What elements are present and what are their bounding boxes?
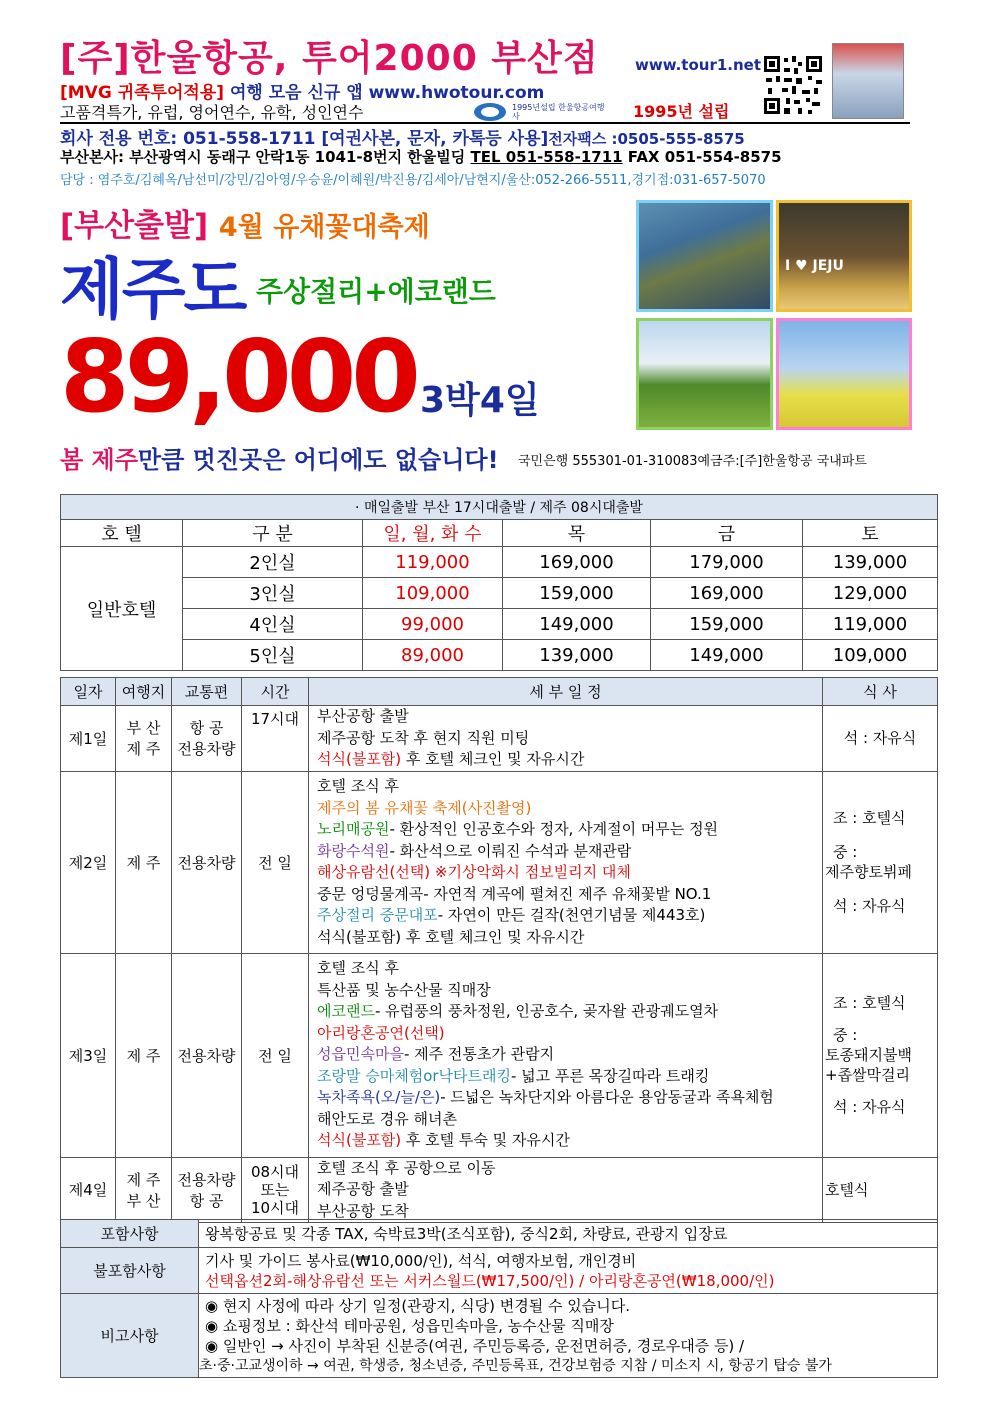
meal-cell (823, 771, 938, 953)
table-row (61, 640, 938, 671)
price-sat: 139,000 (803, 547, 938, 578)
day-label: 제4일 (61, 1157, 116, 1223)
spot-desc: - 드넓은 녹차단지와 아름다운 용암동굴과 족욕체험 (440, 1088, 774, 1107)
dinner-excluded: 석식(불포함) (317, 1131, 402, 1150)
photo-canola-field (776, 318, 912, 430)
detail-line (317, 819, 822, 841)
spot-desc: - 자연이 만든 걸작(천연기념물 제443호) (437, 906, 706, 924)
notes-text (199, 1294, 938, 1378)
detail-line (317, 1044, 822, 1066)
fax-text: FAX 051-554-8575 (622, 148, 782, 166)
hotel-type: 일반호텔 (61, 547, 183, 671)
detail-line: 제주의 봄 유채꽃 축제(사진촬영) (317, 798, 532, 817)
detail-line (317, 1130, 822, 1152)
spot-desc: - 환상적인 인공호수와 정자, 사계절이 머무는 정원 (389, 820, 719, 838)
meal-dinner: 석 : 자유식 (833, 1098, 906, 1116)
spacer (823, 1085, 937, 1097)
note-line: ◉ 일반인 → 사진이 부착된 신분증(여권, 주민등록증, 운전면허증, 경로우대증 등) / (205, 1336, 745, 1355)
transport-cell (172, 706, 242, 772)
detail-line (317, 1066, 822, 1088)
col-time: 시간 (242, 678, 309, 706)
price-fri: 159,000 (651, 609, 803, 640)
table-row (61, 578, 938, 609)
slogan-text: 만큼 멋진곳은 어디에도 없습니다! (137, 446, 499, 474)
spot-name: 조랑말 승마체험or낙타트래킹 (317, 1066, 511, 1085)
website-link[interactable]: www.tour1.net (635, 56, 762, 74)
schedule-row-day4 (61, 1157, 938, 1223)
spot-desc: - 제주 전통초가 관람지 (403, 1045, 555, 1064)
price-sat: 109,000 (803, 640, 938, 671)
building-photo (832, 43, 904, 119)
meal-cell (823, 1157, 938, 1223)
col-fri: 금 (651, 520, 803, 547)
excluded-detail-1: 기사 및 가이드 봉사료(₩10,000/인), 석식, 여행자보험, 개인경비 (205, 1251, 637, 1270)
transport-1: 전용차량 (177, 1170, 236, 1189)
spot-desc: - 화산석으로 이뤄진 수석과 분재관람 (389, 841, 632, 860)
transport-label: 전용차량 (172, 953, 242, 1157)
meal-cell (823, 706, 938, 772)
spot-name: 녹차족욕(오/늘/은) (317, 1088, 441, 1107)
day-label: 제1일 (61, 706, 116, 772)
photo-i-love-jeju (776, 200, 912, 312)
price-label: 89,000 (60, 318, 416, 435)
time-1: 08시대 (250, 1162, 300, 1181)
note-line: 초·중·고교생이하 → 여권, 학생증, 청소년증, 주민등록표, 건강보험증 지참 / 미소지 시, 항공기 탑승 불가 (199, 1357, 832, 1374)
detail-line (317, 841, 822, 863)
destination-title: 제주도 (60, 251, 246, 328)
spot-name: 성읍민속마을 (317, 1045, 404, 1064)
price-thu: 139,000 (503, 640, 651, 671)
time-label: 17시대 (242, 706, 309, 772)
detail-line (317, 1001, 822, 1023)
spacer (823, 882, 937, 896)
meal-cell (823, 953, 938, 1157)
detail-line: 호텔 조식 후 (317, 959, 399, 978)
qr-code-icon (762, 54, 824, 116)
bank-account: 국민은행 555301-01-310083예금주:[주]한울항공 국내파트 (518, 454, 867, 469)
day-label: 제3일 (61, 953, 116, 1157)
note-line: ◉ 쇼핑정보 : 화산석 테마공원, 성읍민속마을, 농수산물 직매장 (205, 1316, 614, 1335)
price-sat: 119,000 (803, 609, 938, 640)
dinner-excluded: 석식(불포함) (317, 750, 402, 768)
included-text (199, 1220, 938, 1248)
detail-line: 부산공항 도착 (317, 1201, 409, 1220)
detail-cell (309, 706, 823, 772)
detail-line: 제주공항 출발 (317, 1180, 409, 1198)
meal-breakfast: 호텔식 (825, 1180, 869, 1199)
detail-cell (309, 1157, 823, 1223)
established-label: 1995년 설립 (633, 102, 730, 121)
excluded-row (61, 1248, 938, 1294)
detail-line: 호텔 조식 후 공항으로 이동 (317, 1158, 496, 1177)
schedule-table (60, 677, 938, 1223)
meal-dinner: 석 : 자유식 (843, 729, 917, 748)
meal-lunch-menu-2: +좁쌀막걸리 (825, 1066, 911, 1084)
time-3: 10시대 (250, 1198, 300, 1217)
place-from: 제 주 (126, 1170, 161, 1189)
meal-lunch: 중 : (833, 843, 858, 861)
time-cell (242, 1157, 309, 1223)
table-row (61, 547, 938, 578)
app-label: 여행 모음 신규 앱 (224, 83, 369, 103)
detail-line: 해안도로 경유 해녀촌 (317, 1109, 457, 1128)
spacer (823, 828, 937, 842)
transport-2: 전용차량 (177, 740, 236, 759)
place-to: 부 산 (126, 1191, 161, 1210)
spot-name: 주상절리 중문대포 (317, 906, 438, 924)
day-label: 제2일 (61, 771, 116, 953)
schedule-row-day1 (61, 706, 938, 772)
excluded-text (199, 1248, 938, 1294)
col-thu: 목 (503, 520, 651, 547)
address-line (60, 146, 782, 167)
company-phone: 회사 전용 번호: 051-558-1711 (60, 129, 316, 149)
col-transport: 교통편 (172, 678, 242, 706)
col-hotel: 호 텔 (61, 520, 183, 547)
price-thu: 159,000 (503, 578, 651, 609)
col-day: 일자 (61, 678, 116, 706)
detail-line: 부산공항 출발 (317, 707, 409, 725)
mvg-label: [MVG 귀족투어적용] (60, 83, 225, 103)
tel-number: TEL 051-558-1711 (470, 148, 623, 166)
transport-1: 항 공 (189, 719, 224, 738)
meal-lunch: 중 : (833, 1026, 858, 1044)
detail-line: 중문 엉덩물계곡- 자연적 계곡에 펼쳐진 제주 유채꽃밭 NO.1 (317, 884, 712, 903)
spot-name: 화랑수석원 (317, 841, 390, 860)
room-type: 5인실 (183, 640, 363, 671)
place-to: 제 주 (126, 740, 161, 759)
time-2: 또는 (260, 1180, 290, 1199)
place-label: 제 주 (116, 771, 172, 953)
room-type: 2인실 (183, 547, 363, 578)
meal-dinner: 석 : 자유식 (833, 897, 906, 915)
departure-notice: · 매일출발 부산 17시대출발 / 제주 08시대출발 (61, 495, 938, 520)
price-table (60, 494, 938, 671)
price-fri: 169,000 (651, 578, 803, 609)
excluded-detail-2: 선택옵션2회-해상유람선 또는 서커스월드(₩17,500/인) / 아리랑혼공연(₩18,000/인) (205, 1271, 775, 1290)
detail-line: 해상유람선(선택) ※기상악화시 점보빌리지 대체 (317, 863, 631, 881)
room-type: 3인실 (183, 578, 363, 609)
detail-line (317, 905, 822, 927)
price-thu: 169,000 (503, 547, 651, 578)
detail-line: 특산품 및 농수산물 직매장 (317, 980, 491, 999)
terms-table (60, 1219, 938, 1378)
photo-seongsan (636, 200, 773, 312)
services-line: 고품격특가, 유럽, 영어연수, 유학, 성인연수 (60, 100, 363, 124)
address-text: 부산본사: 부산광역시 동래구 안락1동 1041-8번지 한울빌딩 (60, 148, 471, 166)
price-sun-wed: 99,000 (363, 609, 503, 640)
fax-number: 전자팩스 :0505-555-8575 (548, 130, 745, 148)
detail-line: 아리랑혼공연(선택) (317, 1023, 445, 1042)
price-fri: 149,000 (651, 640, 803, 671)
festival-label: 4월 유채꽃대축제 (218, 212, 430, 243)
phone-usage-note: [여권사본, 문자, 카톡등 사용] (315, 129, 549, 149)
included-row (61, 1220, 938, 1248)
meal-breakfast: 조 : 호텔식 (833, 809, 906, 827)
spacer (823, 1013, 937, 1025)
time-label: 전 일 (242, 953, 309, 1157)
col-place: 여행지 (116, 678, 172, 706)
detail-line (317, 749, 822, 771)
price-sun-wed: 109,000 (363, 578, 503, 609)
destination-subtitle: 주상절리+에코랜드 (256, 275, 496, 308)
table-row (61, 609, 938, 640)
schedule-row-day2 (61, 771, 938, 953)
notes-label: 비고사항 (61, 1294, 199, 1378)
col-meal: 식 사 (823, 678, 938, 706)
col-room-type: 구 분 (183, 520, 363, 547)
price-fri: 179,000 (651, 547, 803, 578)
meal-lunch-menu: 제주향토뷔페 (825, 863, 912, 881)
spot-desc: - 넓고 푸른 목장길따라 트래킹 (511, 1066, 710, 1085)
transport-2: 항 공 (189, 1191, 224, 1210)
meal-lunch-menu: 토종돼지불백 (825, 1046, 912, 1064)
detail-cell (309, 953, 823, 1157)
meal-breakfast: 조 : 호텔식 (833, 994, 906, 1012)
col-sun-wed: 일, 월, 화 수 (363, 520, 503, 547)
photo-jeju-label: I ♥ JEJU (785, 258, 844, 274)
place-from: 부 산 (126, 719, 161, 738)
col-sat: 토 (803, 520, 938, 547)
price-thu: 149,000 (503, 609, 651, 640)
photo-park (636, 318, 773, 430)
time-label: 전 일 (242, 771, 309, 953)
company-title: [주]한울항공, 투어2000 부산점 (60, 38, 599, 79)
note-line: ◉ 현지 사정에 따라 상기 일정(관광지, 식당) 변경될 수 있습니다. (205, 1296, 631, 1315)
price-sat: 129,000 (803, 578, 938, 609)
detail-line: 석식(불포함) 후 호텔 체크인 및 자유시간 (317, 927, 585, 946)
room-type: 4인실 (183, 609, 363, 640)
detail-line: 호텔 조식 후 (317, 777, 399, 795)
detail-cell (309, 771, 823, 953)
detail-text: 후 호텔 투숙 및 자유시간 (401, 1131, 570, 1150)
company-logo (472, 101, 620, 123)
included-label: 포함사항 (61, 1220, 199, 1248)
departure-label: [부산출발] (60, 208, 209, 244)
detail-line: 제주공항 도착 후 현지 직원 미팅 (317, 728, 530, 747)
detail-text: 후 호텔 체크인 및 자유시간 (401, 750, 585, 768)
logo-text: 1995년설립 한울항공여행사 (512, 103, 605, 121)
spot-name: 노리매공원 (317, 820, 390, 838)
place-cell (116, 706, 172, 772)
notes-row (61, 1294, 938, 1378)
place-label: 제 주 (116, 953, 172, 1157)
slogan-highlight: 봄 제주 (60, 446, 138, 474)
price-sun-wed: 89,000 (363, 640, 503, 671)
transport-cell (172, 1157, 242, 1223)
spot-name: 에코랜드 (317, 1002, 375, 1021)
included-detail: 왕복항공료 및 각종 TAX, 숙박료3박(조식포함), 중식2회, 차량료, 관광지 입장료 (205, 1224, 728, 1243)
excluded-label: 불포함사항 (61, 1248, 199, 1294)
detail-line (317, 1087, 822, 1109)
spot-desc: - 유럽풍의 풍차정원, 인공호수, 곶자왈 관광궤도열차 (374, 1002, 719, 1021)
schedule-row-day3 (61, 953, 938, 1157)
nights-label: 3박4일 (420, 380, 540, 421)
col-detail: 세 부 일 정 (309, 678, 823, 706)
slogan (60, 440, 499, 475)
price-sun-wed: 119,000 (363, 547, 503, 578)
staff-line: 담당 : 염주호/김혜옥/남선미/강민/김아영/우승윤/이혜원/박진용/김세아/남현지/울산:052-266-5511,경기점:031-657-5070 (60, 173, 766, 188)
app-url-link[interactable]: www.hwotour.com (368, 83, 545, 103)
transport-label: 전용차량 (172, 771, 242, 953)
place-cell (116, 1157, 172, 1223)
